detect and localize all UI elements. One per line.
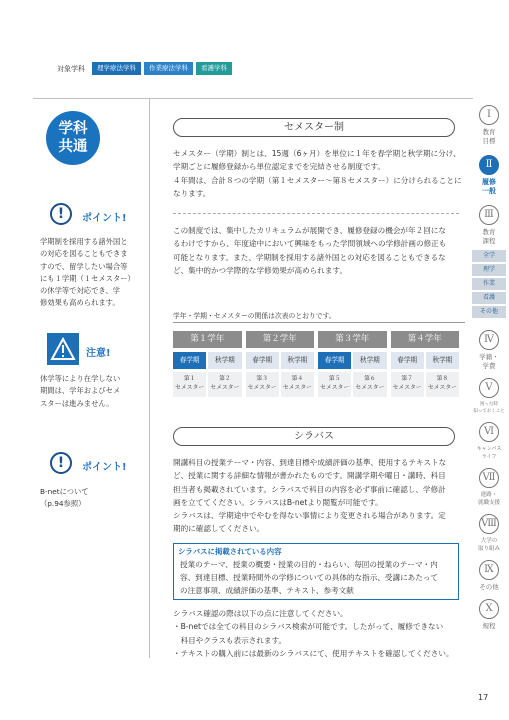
term-5: 春学期 bbox=[318, 352, 351, 369]
badge-line2: 共通 bbox=[58, 139, 88, 155]
tab-8[interactable]: Ⅷ 大学の 取り組み bbox=[470, 514, 508, 553]
caution-title: 注意! bbox=[86, 348, 111, 359]
point1-text: 学期制を採用する諸外国と の対応を図ることもできま すので、留学したい場合等 にも１学期（１セメスター） の休学等で対応でき、学 修効果も高められます。 bbox=[40, 237, 135, 308]
column-divider bbox=[149, 98, 150, 658]
point-exclamation-icon: ! bbox=[50, 203, 72, 225]
semester-para1: セメスター（学期）制とは、15週（6ヶ月）を単位に１年を春学期と秋学期に分け、 学期ごとに履修登録から単位認定までを完結させる制度です。 ４年間は、合計８つの学期（第１セメスター〜第８セメスター）に分けられることに なります。 bbox=[173, 149, 462, 198]
term-7: 春学期 bbox=[391, 352, 424, 369]
caution-text: 休学等により在学しない 期間は、学年およびセメ スターは進みません。 bbox=[40, 374, 121, 408]
subtab-physical[interactable]: 理学 bbox=[472, 264, 506, 276]
subtab-all[interactable]: 全学 bbox=[472, 250, 506, 262]
box-title: シラバスに掲載されている内容 bbox=[178, 547, 282, 556]
sem-4: 第４ セメスター bbox=[281, 372, 314, 397]
tab-5[interactable]: Ⅴ 困った時 知っておくこと bbox=[470, 378, 508, 415]
tag-occupational-therapy: 作業療法学科 bbox=[144, 62, 193, 75]
table-rule bbox=[173, 322, 465, 323]
subtab-other[interactable]: その他 bbox=[472, 306, 506, 318]
sem-3: 第３ セメスター bbox=[246, 372, 279, 397]
tab-9[interactable]: Ⅸ その他 bbox=[470, 560, 508, 592]
sem-2: 第２ セメスター bbox=[208, 372, 241, 397]
tag-nursing: 看護学科 bbox=[196, 62, 232, 75]
term-3: 春学期 bbox=[246, 352, 279, 369]
sem-1: 第１ セメスター bbox=[173, 372, 206, 397]
syllabus-para1: 開講科目の授業テーマ・内容、到達目標や成績評価の基準、使用するテキストな ど、授業に関する詳細な情報が書かれたものです。開講学期や曜日・講時、科目 担当者も掲載されています。シラバスで科目の内容を必ず事前に確認し、学修計 画を立ててください。シラバスはB-netより閲覧が可能です。 シラバスは、学期途中でやむを得ない事情により変更される場合があります。定 期的に確認してください。 bbox=[173, 458, 447, 534]
page-number: 17 bbox=[478, 693, 489, 702]
sem-5: 第５ セメスター bbox=[318, 372, 351, 397]
tab-6[interactable]: Ⅵ キャンパス ライフ bbox=[470, 422, 508, 461]
tab-4[interactable]: Ⅳ 学籍・ 学費 bbox=[470, 330, 508, 371]
tab-3[interactable]: Ⅲ 教育 課程 bbox=[470, 205, 508, 246]
point2-title: ポイント! bbox=[82, 462, 127, 473]
subtab-occupational[interactable]: 作業 bbox=[472, 278, 506, 290]
term-1: 春学期 bbox=[173, 352, 206, 369]
term-8: 秋学期 bbox=[426, 352, 459, 369]
header-divider bbox=[33, 98, 473, 99]
year-4: 第４学年 bbox=[391, 331, 460, 348]
target-label: 対象学科 bbox=[57, 64, 85, 73]
subtabs bbox=[470, 250, 508, 318]
year-1: 第１学年 bbox=[173, 331, 242, 348]
syllabus-contents-box bbox=[173, 543, 459, 600]
year-3: 第３学年 bbox=[318, 331, 387, 348]
term-6: 秋学期 bbox=[353, 352, 386, 369]
syllabus-para2: シラバス確認の際は以下の点に注意してください。 ・B-netでは全ての科目のシラバス検索が可能です。したがって、履修できない 科目やクラスも表示されます。 ・テキストの購入前には最新のシラバスにて、使用テキストを確認してください。 bbox=[173, 609, 454, 658]
target-department-row bbox=[57, 62, 232, 75]
point1-title: ポイント! bbox=[82, 213, 127, 224]
warning-icon bbox=[47, 333, 79, 365]
common-badge bbox=[46, 111, 100, 165]
semester-section-title: セメスター制 bbox=[173, 118, 455, 137]
sem-8: 第８ セメスター bbox=[426, 372, 459, 397]
term-4: 秋学期 bbox=[281, 352, 314, 369]
side-index bbox=[470, 105, 508, 631]
badge-line1: 学科 bbox=[58, 121, 88, 137]
tab-10[interactable]: Ⅹ 規程 bbox=[470, 599, 508, 631]
syllabus-section-title: シラバス bbox=[173, 427, 455, 446]
semester-para2: この制度では、集中したカリキュラムが展開でき、履修登録の機会が年２回にな るわけですから、年度途中において興味をもった学問領域への学修計画の修正も 可能となります。また、学期制を採用する諸外国との対応を図ることもできるな ど、集中的かつ学際的な学修効果が高められます。 bbox=[173, 226, 447, 275]
term-2: 秋学期 bbox=[208, 352, 241, 369]
box-text: 授業のテーマ、授業の概要・授業の目的・ねらい、毎回の授業のテーマ・内 容、到達目標、授業時間外の学修についての具体的な指示、受講にあたって の注意事項、成績評価の基準、テキスト、参考文献 bbox=[180, 560, 439, 595]
sem-7: 第７ セメスター bbox=[391, 372, 424, 397]
sem-6: 第６ セメスター bbox=[353, 372, 386, 397]
semester-table bbox=[173, 331, 459, 397]
dotted-divider bbox=[173, 213, 459, 214]
point2-text: B-netについて （p.94参照） bbox=[40, 487, 89, 509]
tag-physical-therapy: 理学療法学科 bbox=[92, 62, 141, 75]
tab-7[interactable]: Ⅶ 進路・ 就職支援 bbox=[470, 468, 508, 507]
year-2: 第２学年 bbox=[246, 331, 315, 348]
point2-exclamation-icon: ! bbox=[50, 452, 72, 474]
tab-2[interactable]: Ⅱ 履修 一般 bbox=[470, 155, 508, 196]
subtab-nursing[interactable]: 看護 bbox=[472, 292, 506, 304]
tab-1[interactable]: Ⅰ 教育 目標 bbox=[470, 105, 508, 146]
table-caption: 学年・学期・セメスターの関係は次表のとおりです。 bbox=[173, 312, 336, 320]
